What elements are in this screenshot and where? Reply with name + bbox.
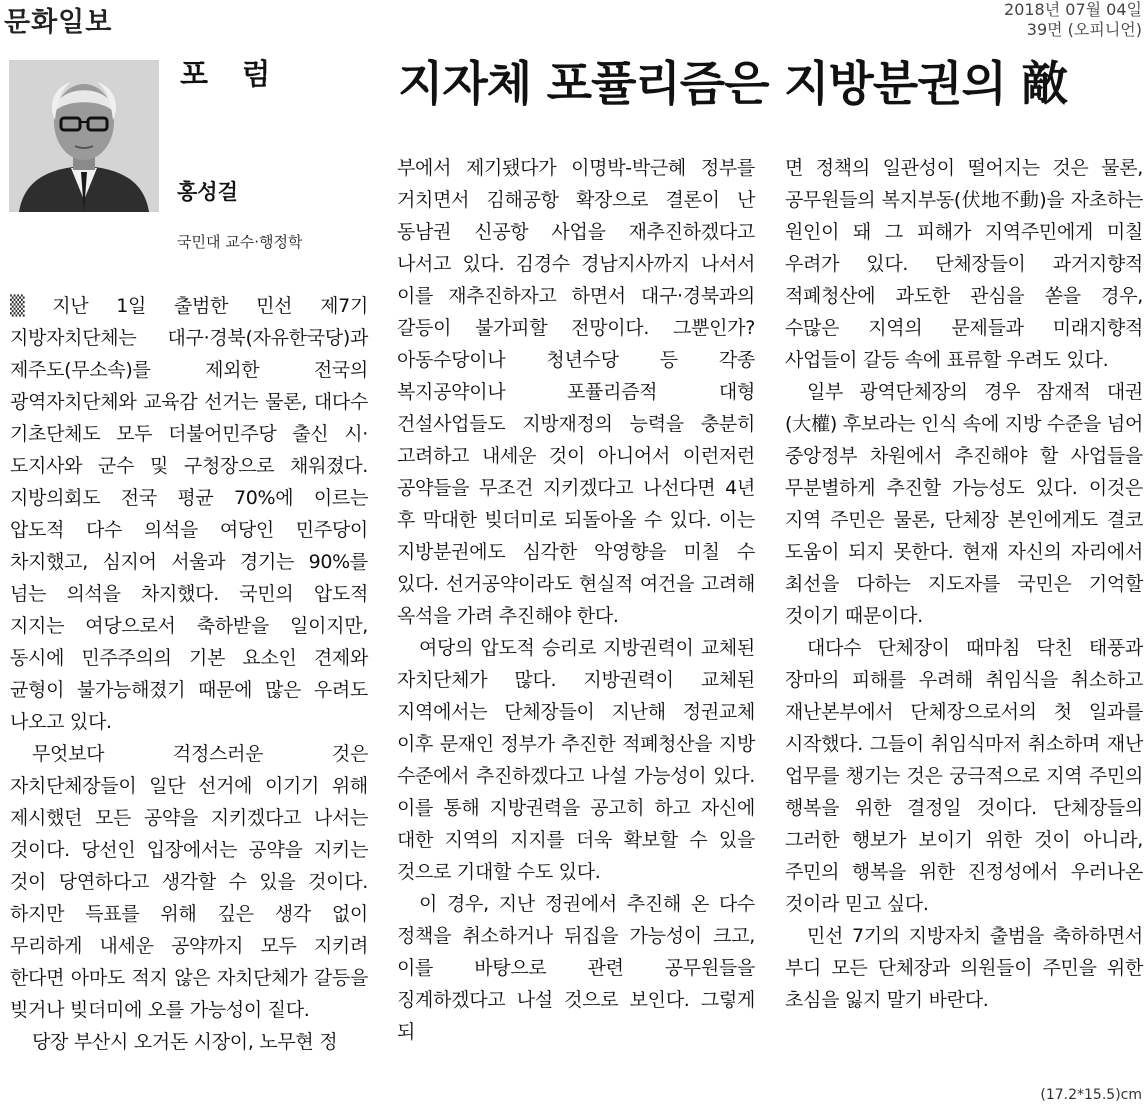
publication-info <box>1004 0 1142 40</box>
author-photo <box>9 60 159 212</box>
paragraph: 당장 부산시 오거돈 시장이, 노무현 정 <box>32 1031 338 1053</box>
size-note: (17.2*15.5)cm <box>1040 1087 1142 1103</box>
article-column-2 <box>397 152 755 1048</box>
lead-mark: ▒ <box>10 295 25 317</box>
section-label: 포 럼 <box>180 57 283 91</box>
publication-date: 2018년 07월 04일 <box>1004 0 1142 19</box>
author-name: 홍성걸 <box>177 180 238 204</box>
article-column-3 <box>785 152 1143 1016</box>
author-affiliation: 국민대 교수·행정학 <box>177 233 303 251</box>
article-column-1 <box>10 290 368 1058</box>
masthead: 문화일보 <box>4 7 113 38</box>
paragraph: 무엇보다 걱정스러운 것은 자치단체장들이 일단 선거에 이기기 위해 제시했던 모든 공약을 지키겠다고 나서는 것이다. 당선인 입장에서는 공약을 지키는 것이 당연하다고 생각할 수 있을 것이다. 하지만 득표를 위해 깊은 생각 없이 무리하게 내세운 공약까지 모두 지키려 한다면 아마도 적지 않은 자치단체가 갈등을 빚거나 빚더미에 오를 가능성이 짙다. <box>10 743 368 1021</box>
paragraph: 면 정책의 일관성이 떨어지는 것은 물론, 공무원들의 복지부동(伏地不動)을 자초하는 원인이 돼 그 피해가 지역주민에게 미칠 우려가 있다. 단체장들이 과거지향적 적폐청산에 과도한 관심을 쏟을 경우, 수많은 지역의 문제들과 미래지향적 사업들이 갈등 속에 표류할 우려도 있다. <box>785 157 1143 371</box>
paragraph: 부에서 제기됐다가 이명박-박근혜 정부를 거치면서 김해공항 확장으로 결론이 난 동남권 신공항 사업을 재추진하겠다고 나서고 있다. 김경수 경남지사까지 나서서 이를 재추진하자고 하면서 대구·경북과의 갈등이 불가피할 전망이다. 그뿐인가? 아동수당이나 청년수당 등 각종 복지공약이나 포퓰리즘적 대형 건설사업들도 지방재정의 능력을 충분히 고려하고 내세운 것이 아니어서 이런저런 공약들을 무조건 지키겠다고 나선다면 4년 후 막대한 빚더미로 되돌아올 수 있다. 이는 지방분권에도 심각한 악영향을 미칠 수 있다. 선거공약이라도 현실적 여건을 고려해 옥석을 가려 추진해야 한다. <box>397 157 755 627</box>
paragraph <box>10 290 368 738</box>
page-info: 39면 (오피니언) <box>1026 20 1142 39</box>
paragraph: 여당의 압도적 승리로 지방권력이 교체된 자치단체가 많다. 지방권력이 교체된 지역에서는 단체장들이 지난해 정권교체 이후 문재인 정부가 추진한 적폐청산을 지방 수준에서 추진하겠다고 나설 가능성이 있다. 이를 통해 지방권력을 공고히 하고 자신에 대한 지역의 지지를 더욱 확보할 수 있을 것으로 기대할 수도 있다. <box>397 637 755 883</box>
paragraph: 일부 광역단체장의 경우 잠재적 대권(大權) 후보라는 인식 속에 지방 수준을 넘어 중앙정부 차원에서 추진해야 할 사업들을 무분별하게 추진할 가능성도 있다. 이것은 지역 주민은 물론, 단체장 본인에게도 결코 도움이 되지 못한다. 현재 자신의 자리에서 최선을 다하는 지도자를 국민은 기억할 것이기 때문이다. <box>785 381 1143 627</box>
paragraph-text: 지난 1일 출범한 민선 제7기 지방자치단체는 대구·경북(자유한국당)과 제주도(무소속)를 제외한 전국의 광역자치단체와 교육감 선거는 물론, 대다수 기초단체도 모두 더불어민주당 출신 시·도지사와 군수 및 구청장으로 채워졌다. 지방의회도 전국 평균 70%에 이르는 압도적 다수 의석을 여당인 민주당이 차지했고, 심지어 서울과 경기는 90%를 넘는 의석을 차지했다. 국민의 압도적 지지는 여당으로서 축하받을 일이지만, 동시에 민주주의의 기본 요소인 견제와 균형이 불가능해졌기 때문에 많은 우려도 나오고 있다. <box>10 295 368 733</box>
headline: 지자체 포퓰리즘은 지방분권의 敵 <box>398 57 1068 112</box>
paragraph: 대다수 단체장이 때마침 닥친 태풍과 장마의 피해를 우려해 취임식을 취소하고 재난본부에서 단체장으로서의 첫 일과를 시작했다. 그들이 취임식마저 취소하며 재난 업무를 챙기는 것은 궁극적으로 지역 주민의 행복을 위한 결정일 것이다. 단체장들의 그러한 행보가 보이기 위한 것이 아니라, 주민의 행복을 위한 진정성에서 우러나온 것이라 믿고 싶다. <box>785 637 1143 915</box>
paragraph: 이 경우, 지난 정권에서 추진해 온 다수 정책을 취소하거나 뒤집을 가능성이 크고, 이를 바탕으로 관련 공무원들을 징계하겠다고 나설 것으로 보인다. 그렇게 되 <box>397 893 755 1043</box>
paragraph: 민선 7기의 지방자치 출범을 축하하면서 부디 모든 단체장과 의원들이 주민을 위한 초심을 잃지 말기 바란다. <box>785 925 1143 1011</box>
